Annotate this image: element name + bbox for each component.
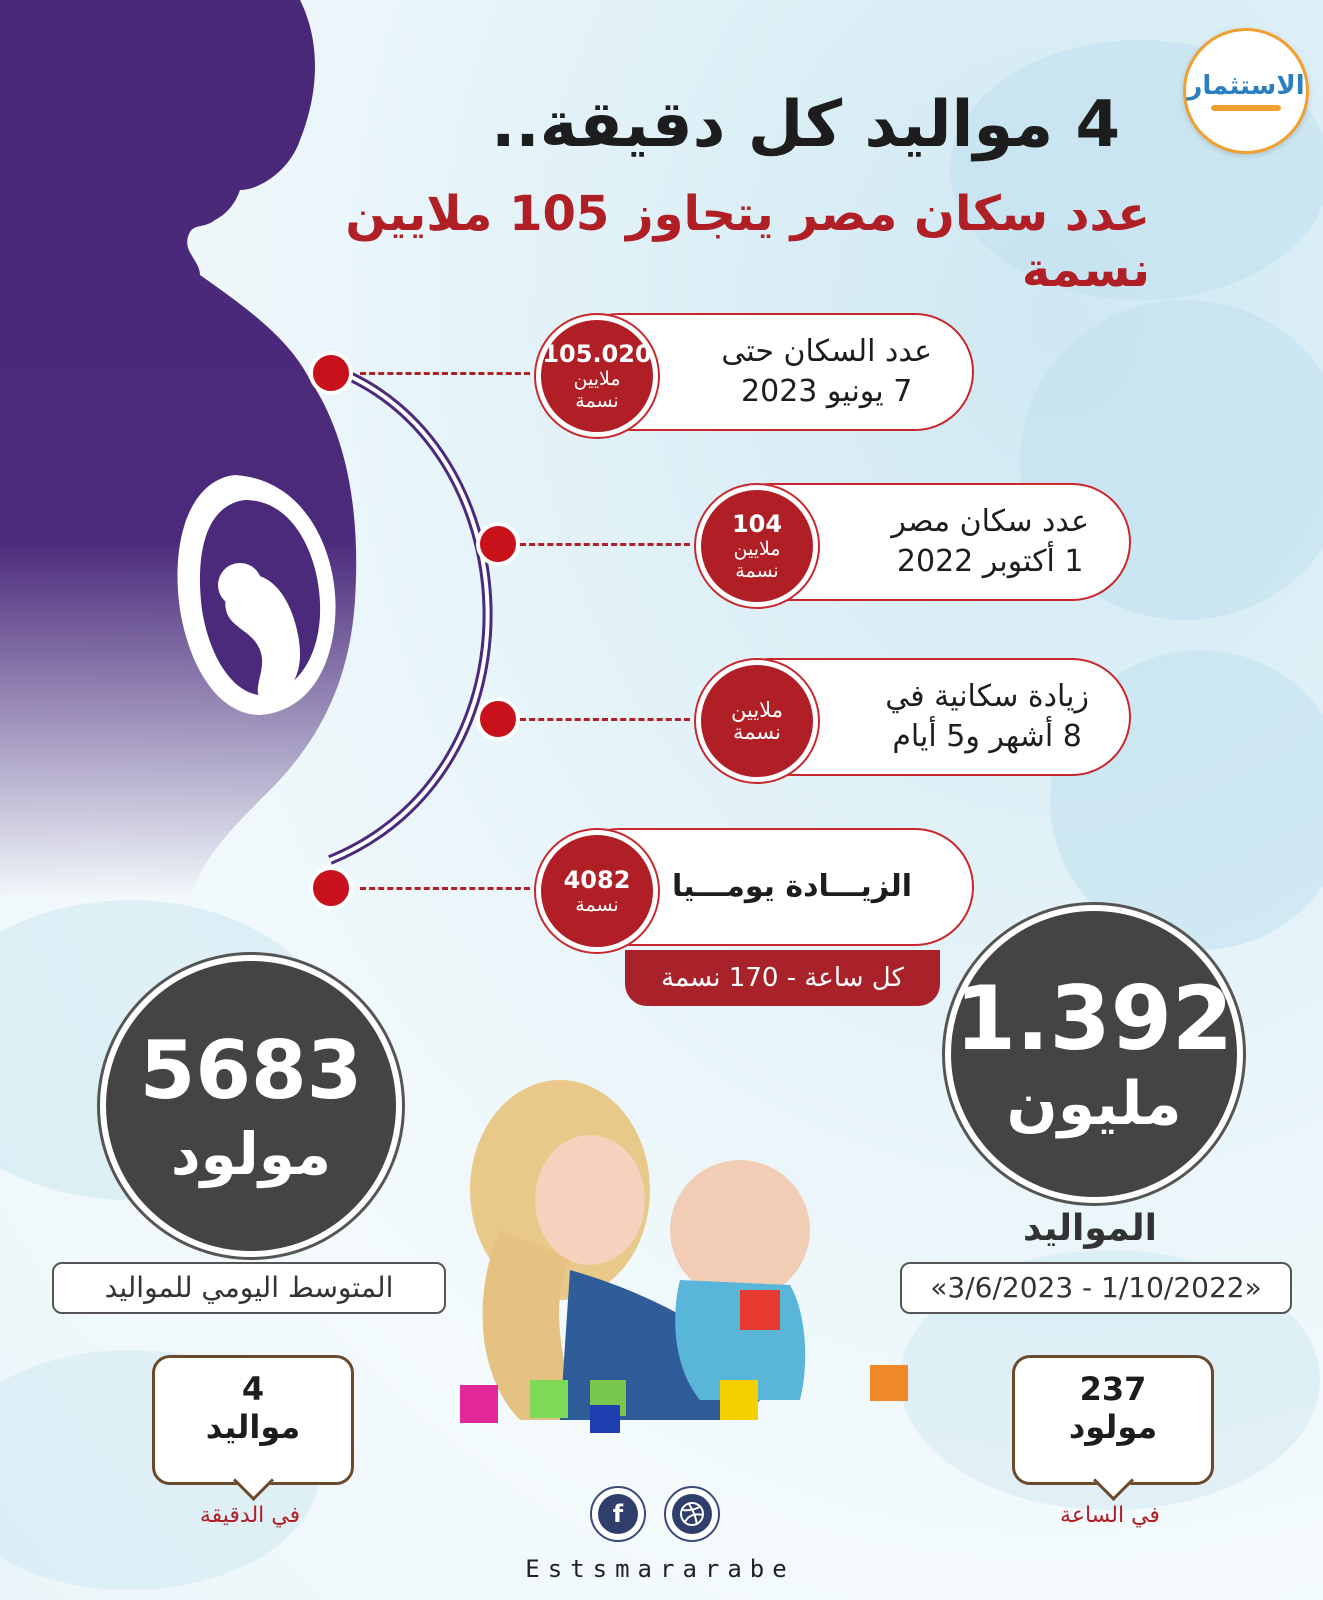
badge-value: 105.020 — [542, 340, 652, 368]
per-hour-unit: مولود — [1068, 1408, 1158, 1446]
facebook-icon-glyph: f — [598, 1494, 638, 1534]
daily-average-value: 5683 — [139, 1024, 363, 1117]
total-births-value: 1.392 — [954, 967, 1234, 1070]
facebook-icon[interactable] — [590, 1486, 646, 1542]
per-minute-unit: مواليد — [205, 1408, 301, 1446]
timeline-connector — [360, 887, 530, 890]
per-hour-bubble — [1012, 1355, 1214, 1485]
per-minute-caption: في الدقيقة — [199, 1503, 301, 1528]
timeline-card-line1: عدد السكان حتى — [721, 334, 932, 369]
timeline-dot — [476, 697, 520, 741]
badge-unit: ملايين نسمة — [733, 538, 781, 582]
total-births-label: المواليد — [1023, 1208, 1157, 1249]
timeline-card-text — [721, 315, 932, 429]
mother-baby-photo — [440, 1080, 920, 1460]
timeline-card-line1: عدد سكان مصر — [891, 504, 1089, 539]
timeline-card-text — [885, 660, 1089, 774]
timeline-dot — [476, 522, 520, 566]
site-logo[interactable] — [1183, 28, 1309, 154]
badge-unit: نسمة — [575, 894, 619, 916]
timeline-card-text — [891, 485, 1089, 599]
daily-average-circle — [100, 955, 402, 1257]
timeline-badge — [536, 830, 658, 952]
timeline-connector — [360, 372, 530, 375]
timeline-card-line2: 8 أشهر و5 أيام — [892, 719, 1082, 754]
timeline-card-text — [672, 830, 912, 944]
total-births-unit: مليون — [1006, 1069, 1182, 1139]
timeline-card-line2: 1 أكتوبر 2022 — [896, 544, 1084, 579]
births-period-box: «3/6/2023 - 1/10/2022» — [900, 1262, 1292, 1314]
timeline-badge — [696, 660, 818, 782]
per-hour-value: 237 — [1079, 1370, 1147, 1408]
timeline-card-line2: 7 يونيو 2023 — [741, 374, 913, 409]
timeline-badge — [696, 485, 818, 607]
timeline-badge — [536, 315, 658, 437]
daily-average-label: المتوسط اليومي للمواليد — [52, 1262, 446, 1314]
per-hour-caption: في الساعة — [1060, 1503, 1160, 1528]
badge-value: 4082 — [563, 866, 631, 894]
per-minute-bubble — [152, 1355, 354, 1485]
hourly-increase-ribbon: كل ساعة - 170 نسمة — [625, 950, 940, 1006]
total-births-circle — [945, 905, 1243, 1203]
logo-underline — [1211, 105, 1281, 111]
timeline-dot — [309, 351, 353, 395]
dribbble-icon-glyph — [672, 1494, 712, 1534]
timeline-arc — [300, 350, 540, 870]
timeline-card-line1: زيادة سكانية في — [885, 679, 1089, 714]
logo-text: الاستثمار — [1187, 71, 1305, 101]
page-subtitle: عدد سكان مصر يتجاوز 105 ملايين نسمة — [345, 186, 1150, 298]
dribbble-icon[interactable] — [664, 1486, 720, 1542]
timeline-connector — [520, 718, 690, 721]
timeline-card-line1: الزيـــادة يومـــيا — [672, 869, 912, 904]
footer-brand: Estsmararabe — [525, 1555, 795, 1583]
daily-average-unit: مولود — [170, 1120, 332, 1188]
per-minute-value: 4 — [241, 1370, 265, 1408]
page-title: 4 مواليد كل دقيقة.. — [491, 88, 1120, 162]
timeline-dot — [309, 866, 353, 910]
timeline-connector — [520, 543, 690, 546]
badge-value: 104 — [731, 510, 783, 538]
badge-unit: ملايين نسمة — [731, 698, 783, 744]
badge-unit: ملايين نسمة — [573, 368, 621, 412]
